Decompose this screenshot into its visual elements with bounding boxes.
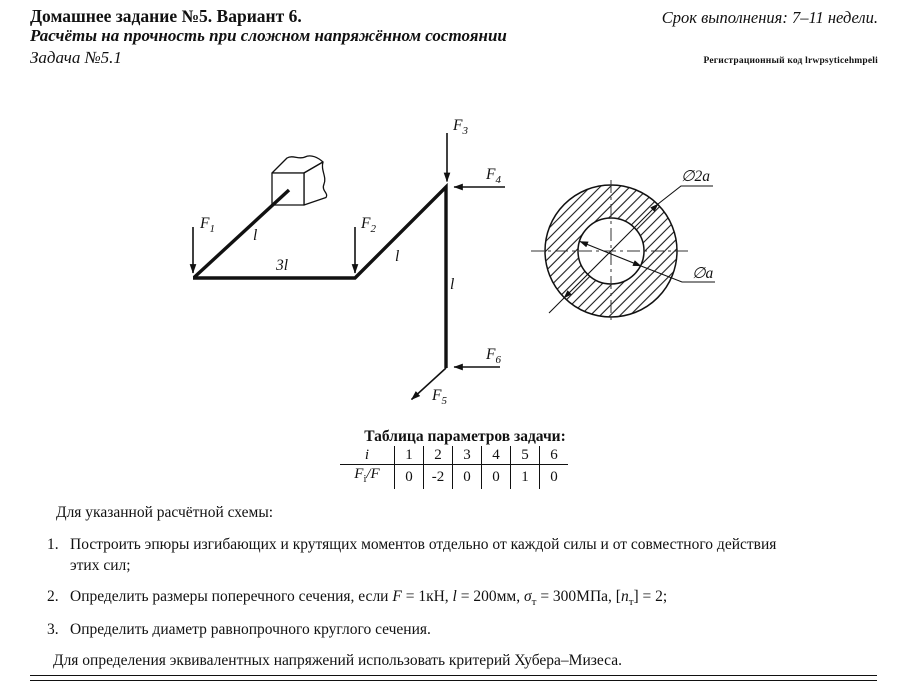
criterion-note: Для определения эквивалентных напряжений использовать критерий Хубера–Мизеса. [53, 652, 622, 669]
length-label-rod3: l [395, 248, 400, 265]
task-number: Задача №5.1 [30, 48, 122, 67]
intro-line: Для указанной расчётной схемы: [56, 504, 274, 521]
parameters-table [340, 446, 568, 489]
length-label-rod4: l [450, 276, 455, 293]
cross-section [531, 180, 715, 323]
task-item-3: 3. Определить диаметр равнопрочного круглого сечения. [47, 621, 431, 638]
table-value-row [340, 465, 568, 490]
length-label-rod1: l [253, 227, 258, 244]
outer-diameter-label: ∅2a [681, 168, 711, 185]
table-cell: 4 [482, 446, 511, 465]
table-cell: 1 [395, 446, 424, 465]
frame-rods [193, 187, 446, 368]
table-header-label: i [340, 446, 395, 465]
table-cell: 0 [482, 465, 511, 490]
table-cell: -2 [424, 465, 453, 490]
table-cell: 0 [453, 465, 482, 490]
doc-title: Домашнее задание №5. Вариант 6. [30, 6, 302, 26]
inner-diameter-label: ∅a [692, 265, 714, 282]
doc-subtitle: Расчёты на прочность при сложном напряжённом состоянии [30, 26, 507, 45]
table-title: Таблица параметров задачи: [364, 428, 566, 445]
table-cell: 1 [511, 465, 540, 490]
table-cell: 5 [511, 446, 540, 465]
table-header-row [340, 446, 568, 465]
item-number: 3. [47, 621, 59, 638]
force-label-f1: $F_1$ [200, 215, 215, 236]
table-cell: 3 [453, 446, 482, 465]
bottom-rule [30, 675, 877, 681]
item-number: 1. [47, 536, 59, 553]
table-cell: 2 [424, 446, 453, 465]
force-label-f2: $F_2$ [361, 215, 376, 236]
task-item-1: 1. Построить эпюры изгибающих и крутящих моментов отдельно от каждой силы и от совместного действия этих сил; [47, 536, 777, 574]
force-label-f5: $F_5$ [432, 387, 447, 408]
item-number: 2. [47, 588, 59, 605]
force-arrows [193, 133, 505, 400]
length-label-rod2: 3l [276, 257, 289, 274]
force-label-f3: $F_3$ [453, 117, 468, 138]
table-row-label: $F_i/F$ [340, 465, 395, 490]
force-label-f4: $F_4$ [486, 166, 501, 187]
table-cell: 0 [550, 469, 558, 485]
table-cell: 0 [395, 465, 424, 490]
deadline-note: Срок выполнения: 7–11 недели. [661, 8, 878, 27]
table-cell: 6 [540, 446, 569, 465]
task-item-2: 2. Определить размеры поперечного сечения, если F = 1кН, l = 200мм, $\sigma_т = 300МПа$, $[n_т] = 2$; [47, 588, 668, 609]
force-label-f6: $F_6$ [486, 346, 501, 367]
registration-code: Регистрационный код lrwpsyticehmpeli [703, 56, 878, 66]
